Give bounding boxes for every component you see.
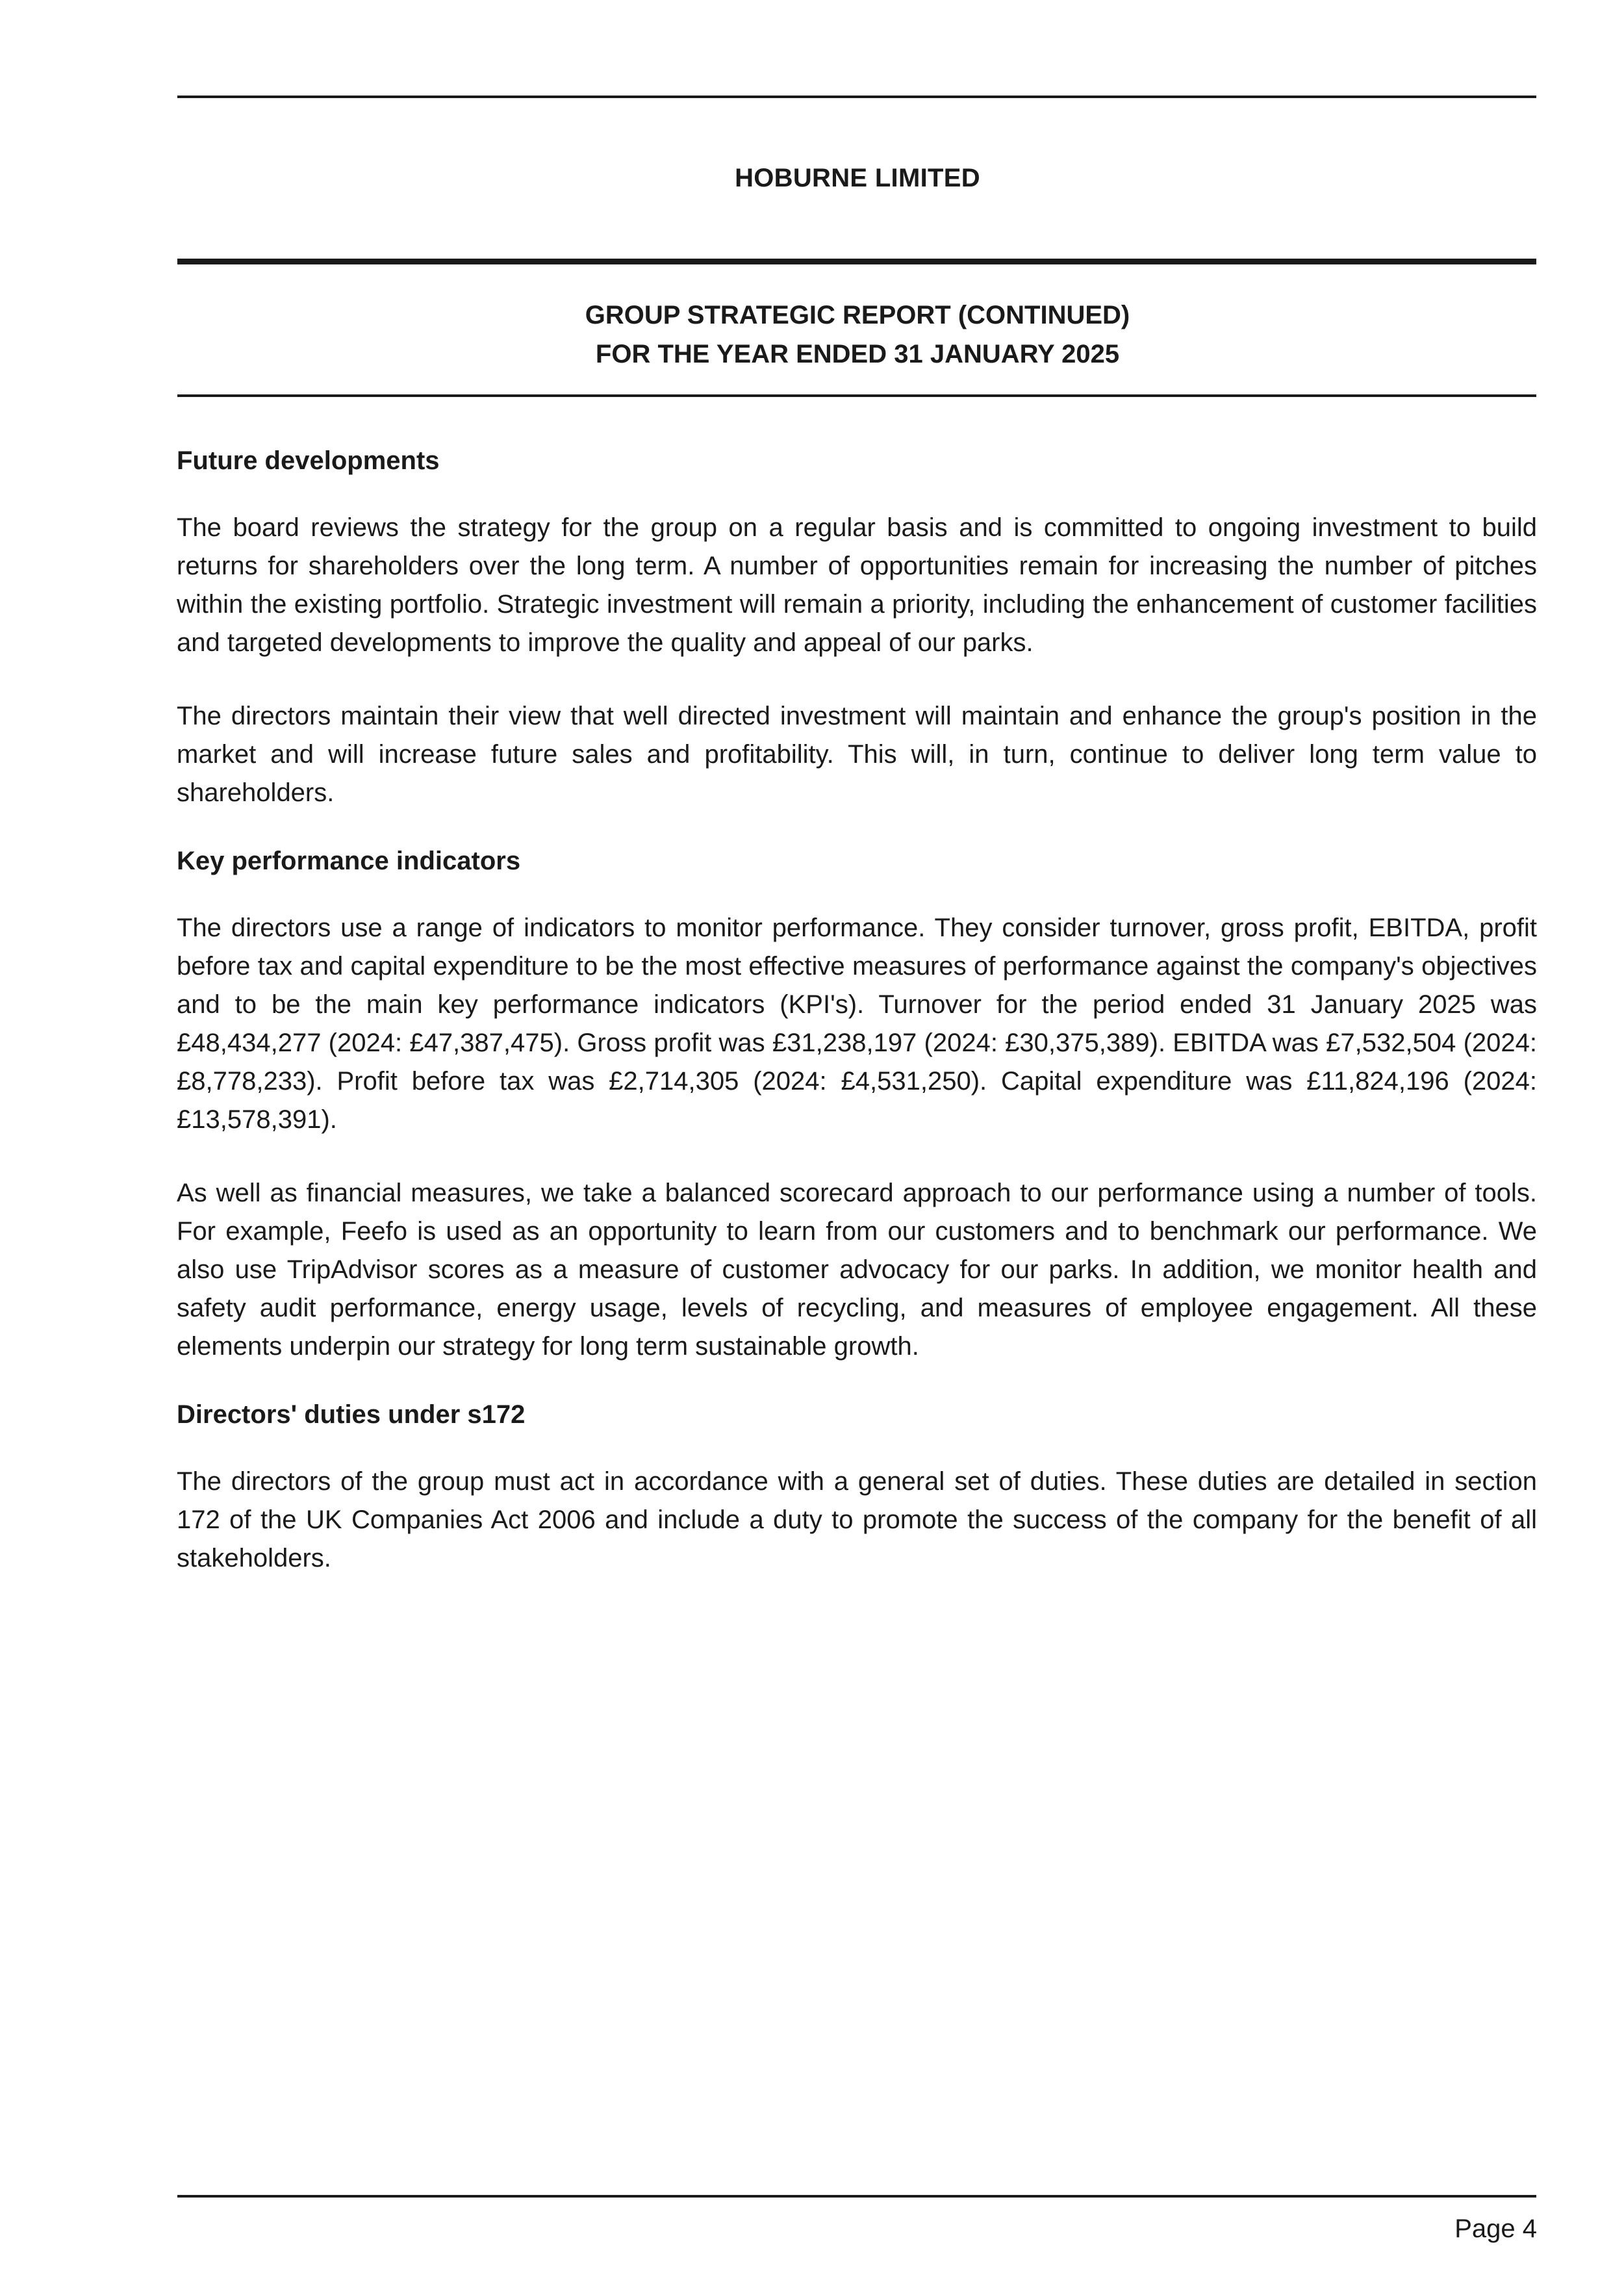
report-title-line-1: GROUP STRATEGIC REPORT (CONTINUED) — [585, 301, 1130, 329]
footer-rule — [177, 2195, 1536, 2198]
header-divider-rule — [177, 259, 1536, 264]
section-heading: Key performance indicators — [177, 847, 521, 875]
section-future-developments — [177, 442, 1537, 812]
section-heading: Future developments — [177, 446, 440, 475]
paragraph: The directors use a range of indicators to monitor performance. They consider turnover, gross profit, EBITDA, profit before tax and capital expenditure to be the most effective measures of performance against the company's objectives and to be the main key performance indicators (KPI's). Turnover for the period ended 31 January 2025 was £48,434,277 (2024: £47,387,475). Gross profit was £31,238,197 (2024: £30,375,389). EBITDA was £7,532,504 (2024: £8,778,233). Profit before tax was £2,714,305 (2024: £4,531,250). Capital expenditure was £11,824,196 (2024: £13,578,391). — [177, 914, 1537, 1134]
report-body — [177, 442, 1537, 1613]
paragraph: The directors of the group must act in accordance with a general set of duties. These duties are detailed in section 172 of the UK Companies Act 2006 and include a duty to promote the success of the company for the benefit of all stakeholders. — [177, 1467, 1537, 1572]
report-title — [0, 296, 1624, 374]
paragraph: The board reviews the strategy for the group on a regular basis and is committed to ongoing investment to build returns for shareholders over the long term. A number of opportunities remain for increasing the number of pitches within the existing portfolio. Strategic investment will remain a priority, including the enhancement of customer facilities and targeted developments to improve the quality and appeal of our parks. — [177, 513, 1537, 657]
section-key-performance-indicators — [177, 842, 1537, 1366]
header-bottom-rule — [177, 394, 1536, 397]
paragraph: As well as financial measures, we take a balanced scorecard approach to our performance using a number of tools. For example, Feefo is used as an opportunity to learn from our customers and to benchmark our performance. We also use TripAdvisor scores as a measure of customer advocacy for our parks. In addition, we monitor health and safety audit performance, energy usage, levels of recycling, and measures of employee engagement. All these elements underpin our strategy for long term sustainable growth. — [177, 1179, 1537, 1361]
page-number: Page 4 — [1454, 2214, 1537, 2243]
section-heading: Directors' duties under s172 — [177, 1400, 526, 1429]
company-name: HOBURNE LIMITED — [735, 164, 980, 192]
paragraph: The directors maintain their view that well directed investment will maintain and enhance the group's position in the market and will increase future sales and profitability. This will, in turn, continue to deliver long term value to shareholders. — [177, 702, 1537, 807]
section-directors-duties — [177, 1396, 1537, 1578]
report-title-line-2: FOR THE YEAR ENDED 31 JANUARY 2025 — [595, 340, 1120, 368]
header-top-rule — [177, 96, 1536, 98]
